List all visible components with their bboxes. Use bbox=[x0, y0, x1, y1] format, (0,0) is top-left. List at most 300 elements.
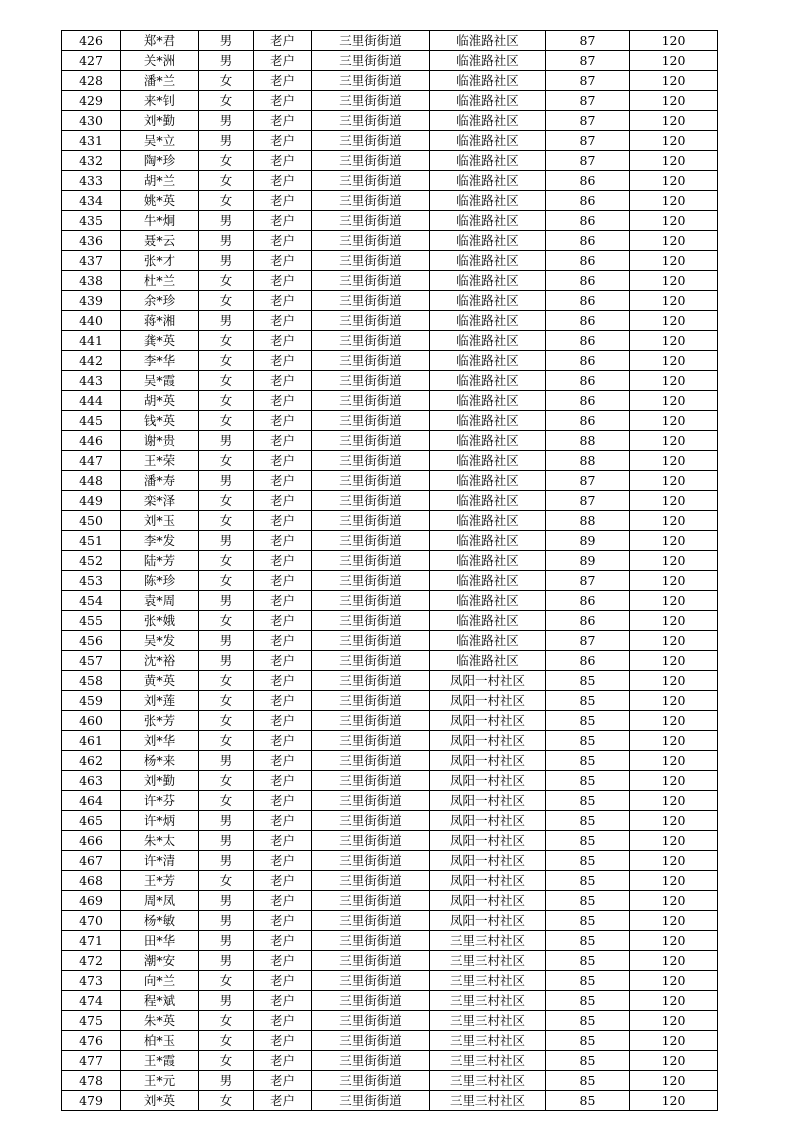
table-row bbox=[62, 551, 718, 571]
community-cell: 三里三村社区 bbox=[430, 1031, 546, 1051]
subsidy-amount-cell: 120 bbox=[630, 171, 718, 191]
row-number-cell: 455 bbox=[62, 611, 121, 631]
gender-cell: 女 bbox=[199, 791, 254, 811]
household-type-cell: 老户 bbox=[254, 451, 312, 471]
household-type-cell: 老户 bbox=[254, 611, 312, 631]
person-name-cell: 刘*勤 bbox=[121, 771, 199, 791]
row-number-cell: 446 bbox=[62, 431, 121, 451]
row-number-cell: 462 bbox=[62, 751, 121, 771]
subsidy-amount-cell: 120 bbox=[630, 91, 718, 111]
row-number-cell: 451 bbox=[62, 531, 121, 551]
subsidy-amount-cell: 120 bbox=[630, 651, 718, 671]
gender-cell: 女 bbox=[199, 671, 254, 691]
subsidy-amount-cell: 120 bbox=[630, 331, 718, 351]
subsidy-amount-cell: 120 bbox=[630, 711, 718, 731]
subsidy-amount-cell: 120 bbox=[630, 531, 718, 551]
age-cell: 86 bbox=[546, 391, 630, 411]
community-cell: 临淮路社区 bbox=[430, 651, 546, 671]
person-name-cell: 姚*英 bbox=[121, 191, 199, 211]
community-cell: 凤阳一村社区 bbox=[430, 851, 546, 871]
age-cell: 87 bbox=[546, 111, 630, 131]
gender-cell: 男 bbox=[199, 811, 254, 831]
street-office-cell: 三里街街道 bbox=[312, 891, 430, 911]
table-row bbox=[62, 1031, 718, 1051]
street-office-cell: 三里街街道 bbox=[312, 351, 430, 371]
age-cell: 85 bbox=[546, 711, 630, 731]
household-type-cell: 老户 bbox=[254, 391, 312, 411]
table-row bbox=[62, 271, 718, 291]
subsidy-amount-cell: 120 bbox=[630, 991, 718, 1011]
person-name-cell: 朱*太 bbox=[121, 831, 199, 851]
row-number-cell: 445 bbox=[62, 411, 121, 431]
street-office-cell: 三里街街道 bbox=[312, 411, 430, 431]
community-cell: 凤阳一村社区 bbox=[430, 771, 546, 791]
age-cell: 86 bbox=[546, 331, 630, 351]
age-cell: 88 bbox=[546, 431, 630, 451]
street-office-cell: 三里街街道 bbox=[312, 531, 430, 551]
gender-cell: 男 bbox=[199, 251, 254, 271]
subsidy-amount-cell: 120 bbox=[630, 811, 718, 831]
subsidy-amount-cell: 120 bbox=[630, 411, 718, 431]
row-number-cell: 478 bbox=[62, 1071, 121, 1091]
gender-cell: 女 bbox=[199, 611, 254, 631]
gender-cell: 女 bbox=[199, 711, 254, 731]
row-number-cell: 468 bbox=[62, 871, 121, 891]
subsidy-amount-cell: 120 bbox=[630, 551, 718, 571]
age-cell: 88 bbox=[546, 511, 630, 531]
subsidy-amount-cell: 120 bbox=[630, 191, 718, 211]
table-row bbox=[62, 971, 718, 991]
person-name-cell: 杜*兰 bbox=[121, 271, 199, 291]
household-type-cell: 老户 bbox=[254, 411, 312, 431]
subsidy-amount-cell: 120 bbox=[630, 31, 718, 51]
community-cell: 三里三村社区 bbox=[430, 991, 546, 1011]
row-number-cell: 466 bbox=[62, 831, 121, 851]
street-office-cell: 三里街街道 bbox=[312, 771, 430, 791]
gender-cell: 女 bbox=[199, 391, 254, 411]
age-cell: 85 bbox=[546, 991, 630, 1011]
person-name-cell: 许*清 bbox=[121, 851, 199, 871]
household-type-cell: 老户 bbox=[254, 91, 312, 111]
subsidy-amount-cell: 120 bbox=[630, 911, 718, 931]
table-row bbox=[62, 91, 718, 111]
person-name-cell: 刘*玉 bbox=[121, 511, 199, 531]
street-office-cell: 三里街街道 bbox=[312, 251, 430, 271]
household-type-cell: 老户 bbox=[254, 571, 312, 591]
gender-cell: 女 bbox=[199, 91, 254, 111]
subsidy-amount-cell: 120 bbox=[630, 851, 718, 871]
gender-cell: 女 bbox=[199, 571, 254, 591]
row-number-cell: 464 bbox=[62, 791, 121, 811]
street-office-cell: 三里街街道 bbox=[312, 751, 430, 771]
gender-cell: 女 bbox=[199, 191, 254, 211]
age-cell: 86 bbox=[546, 371, 630, 391]
table-row bbox=[62, 331, 718, 351]
household-type-cell: 老户 bbox=[254, 311, 312, 331]
person-name-cell: 田*华 bbox=[121, 931, 199, 951]
gender-cell: 女 bbox=[199, 971, 254, 991]
table-row bbox=[62, 531, 718, 551]
household-type-cell: 老户 bbox=[254, 851, 312, 871]
gender-cell: 女 bbox=[199, 731, 254, 751]
household-type-cell: 老户 bbox=[254, 431, 312, 451]
subsidy-amount-cell: 120 bbox=[630, 611, 718, 631]
street-office-cell: 三里街街道 bbox=[312, 451, 430, 471]
person-name-cell: 袁*周 bbox=[121, 591, 199, 611]
street-office-cell: 三里街街道 bbox=[312, 191, 430, 211]
person-name-cell: 谢*贵 bbox=[121, 431, 199, 451]
community-cell: 临淮路社区 bbox=[430, 351, 546, 371]
subsidy-amount-cell: 120 bbox=[630, 471, 718, 491]
subsidy-amount-cell: 120 bbox=[630, 431, 718, 451]
table-row bbox=[62, 931, 718, 951]
table-row bbox=[62, 591, 718, 611]
row-number-cell: 459 bbox=[62, 691, 121, 711]
age-cell: 86 bbox=[546, 211, 630, 231]
table-row bbox=[62, 891, 718, 911]
household-type-cell: 老户 bbox=[254, 551, 312, 571]
gender-cell: 女 bbox=[199, 691, 254, 711]
street-office-cell: 三里街街道 bbox=[312, 491, 430, 511]
age-cell: 89 bbox=[546, 551, 630, 571]
street-office-cell: 三里街街道 bbox=[312, 371, 430, 391]
community-cell: 临淮路社区 bbox=[430, 411, 546, 431]
person-name-cell: 陆*芳 bbox=[121, 551, 199, 571]
community-cell: 临淮路社区 bbox=[430, 431, 546, 451]
gender-cell: 男 bbox=[199, 471, 254, 491]
person-name-cell: 李*发 bbox=[121, 531, 199, 551]
person-name-cell: 关*洲 bbox=[121, 51, 199, 71]
age-cell: 87 bbox=[546, 71, 630, 91]
row-number-cell: 458 bbox=[62, 671, 121, 691]
row-number-cell: 442 bbox=[62, 351, 121, 371]
community-cell: 凤阳一村社区 bbox=[430, 911, 546, 931]
person-name-cell: 陶*珍 bbox=[121, 151, 199, 171]
street-office-cell: 三里街街道 bbox=[312, 871, 430, 891]
community-cell: 凤阳一村社区 bbox=[430, 811, 546, 831]
table-row bbox=[62, 151, 718, 171]
gender-cell: 男 bbox=[199, 311, 254, 331]
gender-cell: 男 bbox=[199, 131, 254, 151]
age-cell: 85 bbox=[546, 811, 630, 831]
age-cell: 85 bbox=[546, 671, 630, 691]
gender-cell: 男 bbox=[199, 651, 254, 671]
street-office-cell: 三里街街道 bbox=[312, 911, 430, 931]
household-type-cell: 老户 bbox=[254, 811, 312, 831]
table-row bbox=[62, 211, 718, 231]
row-number-cell: 463 bbox=[62, 771, 121, 791]
person-name-cell: 沈*裕 bbox=[121, 651, 199, 671]
table-row bbox=[62, 291, 718, 311]
household-type-cell: 老户 bbox=[254, 511, 312, 531]
person-name-cell: 吴*发 bbox=[121, 631, 199, 651]
row-number-cell: 479 bbox=[62, 1091, 121, 1111]
community-cell: 临淮路社区 bbox=[430, 591, 546, 611]
age-cell: 87 bbox=[546, 131, 630, 151]
household-type-cell: 老户 bbox=[254, 51, 312, 71]
household-type-cell: 老户 bbox=[254, 891, 312, 911]
row-number-cell: 454 bbox=[62, 591, 121, 611]
street-office-cell: 三里街街道 bbox=[312, 51, 430, 71]
street-office-cell: 三里街街道 bbox=[312, 811, 430, 831]
household-type-cell: 老户 bbox=[254, 131, 312, 151]
household-type-cell: 老户 bbox=[254, 671, 312, 691]
table-row bbox=[62, 871, 718, 891]
gender-cell: 女 bbox=[199, 771, 254, 791]
table-row bbox=[62, 311, 718, 331]
row-number-cell: 426 bbox=[62, 31, 121, 51]
person-name-cell: 潘*兰 bbox=[121, 71, 199, 91]
age-cell: 86 bbox=[546, 651, 630, 671]
age-cell: 85 bbox=[546, 1051, 630, 1071]
table-row bbox=[62, 991, 718, 1011]
age-cell: 85 bbox=[546, 731, 630, 751]
row-number-cell: 469 bbox=[62, 891, 121, 911]
table-row bbox=[62, 31, 718, 51]
street-office-cell: 三里街街道 bbox=[312, 91, 430, 111]
person-name-cell: 牛*炯 bbox=[121, 211, 199, 231]
table-row bbox=[62, 831, 718, 851]
table-row bbox=[62, 811, 718, 831]
household-type-cell: 老户 bbox=[254, 771, 312, 791]
street-office-cell: 三里街街道 bbox=[312, 571, 430, 591]
age-cell: 86 bbox=[546, 291, 630, 311]
row-number-cell: 436 bbox=[62, 231, 121, 251]
household-type-cell: 老户 bbox=[254, 631, 312, 651]
community-cell: 凤阳一村社区 bbox=[430, 691, 546, 711]
person-name-cell: 刘*华 bbox=[121, 731, 199, 751]
table-row bbox=[62, 571, 718, 591]
row-number-cell: 461 bbox=[62, 731, 121, 751]
subsidy-amount-cell: 120 bbox=[630, 271, 718, 291]
table-row bbox=[62, 631, 718, 651]
person-name-cell: 陈*珍 bbox=[121, 571, 199, 591]
gender-cell: 女 bbox=[199, 411, 254, 431]
person-name-cell: 潮*安 bbox=[121, 951, 199, 971]
person-name-cell: 周*凤 bbox=[121, 891, 199, 911]
age-cell: 85 bbox=[546, 971, 630, 991]
subsidy-amount-cell: 120 bbox=[630, 1031, 718, 1051]
row-number-cell: 444 bbox=[62, 391, 121, 411]
subsidy-amount-cell: 120 bbox=[630, 231, 718, 251]
row-number-cell: 427 bbox=[62, 51, 121, 71]
person-name-cell: 王*霞 bbox=[121, 1051, 199, 1071]
community-cell: 临淮路社区 bbox=[430, 31, 546, 51]
person-name-cell: 胡*英 bbox=[121, 391, 199, 411]
street-office-cell: 三里街街道 bbox=[312, 691, 430, 711]
row-number-cell: 467 bbox=[62, 851, 121, 871]
row-number-cell: 452 bbox=[62, 551, 121, 571]
table-row bbox=[62, 851, 718, 871]
subsidy-amount-cell: 120 bbox=[630, 391, 718, 411]
gender-cell: 女 bbox=[199, 451, 254, 471]
community-cell: 临淮路社区 bbox=[430, 171, 546, 191]
community-cell: 临淮路社区 bbox=[430, 251, 546, 271]
street-office-cell: 三里街街道 bbox=[312, 591, 430, 611]
row-number-cell: 428 bbox=[62, 71, 121, 91]
person-name-cell: 郑*君 bbox=[121, 31, 199, 51]
gender-cell: 女 bbox=[199, 351, 254, 371]
community-cell: 三里三村社区 bbox=[430, 1011, 546, 1031]
street-office-cell: 三里街街道 bbox=[312, 1091, 430, 1111]
subsidy-amount-cell: 120 bbox=[630, 951, 718, 971]
gender-cell: 男 bbox=[199, 51, 254, 71]
community-cell: 临淮路社区 bbox=[430, 231, 546, 251]
community-cell: 临淮路社区 bbox=[430, 611, 546, 631]
age-cell: 85 bbox=[546, 1011, 630, 1031]
household-type-cell: 老户 bbox=[254, 491, 312, 511]
row-number-cell: 453 bbox=[62, 571, 121, 591]
person-name-cell: 张*娥 bbox=[121, 611, 199, 631]
age-cell: 85 bbox=[546, 1031, 630, 1051]
person-name-cell: 栾*泽 bbox=[121, 491, 199, 511]
household-type-cell: 老户 bbox=[254, 911, 312, 931]
household-type-cell: 老户 bbox=[254, 331, 312, 351]
table-row bbox=[62, 391, 718, 411]
subsidy-amount-cell: 120 bbox=[630, 111, 718, 131]
person-name-cell: 许*芬 bbox=[121, 791, 199, 811]
row-number-cell: 460 bbox=[62, 711, 121, 731]
household-type-cell: 老户 bbox=[254, 971, 312, 991]
subsidy-amount-cell: 120 bbox=[630, 511, 718, 531]
table-row bbox=[62, 171, 718, 191]
community-cell: 临淮路社区 bbox=[430, 451, 546, 471]
subsidy-amount-cell: 120 bbox=[630, 871, 718, 891]
household-type-cell: 老户 bbox=[254, 471, 312, 491]
age-cell: 89 bbox=[546, 531, 630, 551]
subsidy-amount-cell: 120 bbox=[630, 1051, 718, 1071]
row-number-cell: 431 bbox=[62, 131, 121, 151]
table-row bbox=[62, 731, 718, 751]
gender-cell: 女 bbox=[199, 371, 254, 391]
community-cell: 凤阳一村社区 bbox=[430, 891, 546, 911]
person-name-cell: 王*荣 bbox=[121, 451, 199, 471]
table-row bbox=[62, 411, 718, 431]
row-number-cell: 435 bbox=[62, 211, 121, 231]
street-office-cell: 三里街街道 bbox=[312, 431, 430, 451]
street-office-cell: 三里街街道 bbox=[312, 331, 430, 351]
gender-cell: 男 bbox=[199, 931, 254, 951]
row-number-cell: 439 bbox=[62, 291, 121, 311]
age-cell: 87 bbox=[546, 571, 630, 591]
subsidy-amount-cell: 120 bbox=[630, 931, 718, 951]
community-cell: 临淮路社区 bbox=[430, 291, 546, 311]
gender-cell: 男 bbox=[199, 591, 254, 611]
table-row bbox=[62, 1091, 718, 1111]
table-row bbox=[62, 251, 718, 271]
community-cell: 三里三村社区 bbox=[430, 951, 546, 971]
household-type-cell: 老户 bbox=[254, 191, 312, 211]
table-row bbox=[62, 671, 718, 691]
age-cell: 85 bbox=[546, 1071, 630, 1091]
household-type-cell: 老户 bbox=[254, 951, 312, 971]
row-number-cell: 448 bbox=[62, 471, 121, 491]
street-office-cell: 三里街街道 bbox=[312, 291, 430, 311]
table-row bbox=[62, 111, 718, 131]
household-type-cell: 老户 bbox=[254, 371, 312, 391]
street-office-cell: 三里街街道 bbox=[312, 1011, 430, 1031]
gender-cell: 男 bbox=[199, 31, 254, 51]
row-number-cell: 456 bbox=[62, 631, 121, 651]
household-type-cell: 老户 bbox=[254, 651, 312, 671]
row-number-cell: 450 bbox=[62, 511, 121, 531]
row-number-cell: 471 bbox=[62, 931, 121, 951]
table-row bbox=[62, 911, 718, 931]
roster-body bbox=[62, 31, 718, 1111]
subsidy-amount-cell: 120 bbox=[630, 791, 718, 811]
row-number-cell: 457 bbox=[62, 651, 121, 671]
table-row bbox=[62, 431, 718, 451]
row-number-cell: 443 bbox=[62, 371, 121, 391]
street-office-cell: 三里街街道 bbox=[312, 131, 430, 151]
gender-cell: 男 bbox=[199, 831, 254, 851]
row-number-cell: 474 bbox=[62, 991, 121, 1011]
roster-table bbox=[61, 30, 718, 1111]
table-row bbox=[62, 791, 718, 811]
person-name-cell: 聂*云 bbox=[121, 231, 199, 251]
person-name-cell: 王*芳 bbox=[121, 871, 199, 891]
subsidy-amount-cell: 120 bbox=[630, 631, 718, 651]
street-office-cell: 三里街街道 bbox=[312, 471, 430, 491]
community-cell: 临淮路社区 bbox=[430, 111, 546, 131]
subsidy-amount-cell: 120 bbox=[630, 291, 718, 311]
row-number-cell: 449 bbox=[62, 491, 121, 511]
table-row bbox=[62, 691, 718, 711]
person-name-cell: 吴*立 bbox=[121, 131, 199, 151]
gender-cell: 女 bbox=[199, 1011, 254, 1031]
person-name-cell: 张*芳 bbox=[121, 711, 199, 731]
age-cell: 85 bbox=[546, 1091, 630, 1111]
gender-cell: 女 bbox=[199, 1051, 254, 1071]
household-type-cell: 老户 bbox=[254, 871, 312, 891]
street-office-cell: 三里街街道 bbox=[312, 1031, 430, 1051]
street-office-cell: 三里街街道 bbox=[312, 111, 430, 131]
age-cell: 87 bbox=[546, 151, 630, 171]
household-type-cell: 老户 bbox=[254, 111, 312, 131]
community-cell: 临淮路社区 bbox=[430, 51, 546, 71]
row-number-cell: 473 bbox=[62, 971, 121, 991]
table-row bbox=[62, 711, 718, 731]
community-cell: 临淮路社区 bbox=[430, 531, 546, 551]
gender-cell: 男 bbox=[199, 111, 254, 131]
gender-cell: 女 bbox=[199, 511, 254, 531]
person-name-cell: 李*华 bbox=[121, 351, 199, 371]
street-office-cell: 三里街街道 bbox=[312, 211, 430, 231]
table-row bbox=[62, 1071, 718, 1091]
community-cell: 临淮路社区 bbox=[430, 331, 546, 351]
person-name-cell: 钱*英 bbox=[121, 411, 199, 431]
street-office-cell: 三里街街道 bbox=[312, 391, 430, 411]
street-office-cell: 三里街街道 bbox=[312, 791, 430, 811]
gender-cell: 女 bbox=[199, 491, 254, 511]
community-cell: 临淮路社区 bbox=[430, 91, 546, 111]
subsidy-amount-cell: 120 bbox=[630, 451, 718, 471]
row-number-cell: 475 bbox=[62, 1011, 121, 1031]
community-cell: 临淮路社区 bbox=[430, 131, 546, 151]
household-type-cell: 老户 bbox=[254, 351, 312, 371]
household-type-cell: 老户 bbox=[254, 291, 312, 311]
street-office-cell: 三里街街道 bbox=[312, 1051, 430, 1071]
street-office-cell: 三里街街道 bbox=[312, 671, 430, 691]
age-cell: 86 bbox=[546, 411, 630, 431]
row-number-cell: 438 bbox=[62, 271, 121, 291]
subsidy-amount-cell: 120 bbox=[630, 151, 718, 171]
age-cell: 87 bbox=[546, 31, 630, 51]
person-name-cell: 刘*英 bbox=[121, 1091, 199, 1111]
age-cell: 85 bbox=[546, 771, 630, 791]
table-row bbox=[62, 71, 718, 91]
row-number-cell: 440 bbox=[62, 311, 121, 331]
